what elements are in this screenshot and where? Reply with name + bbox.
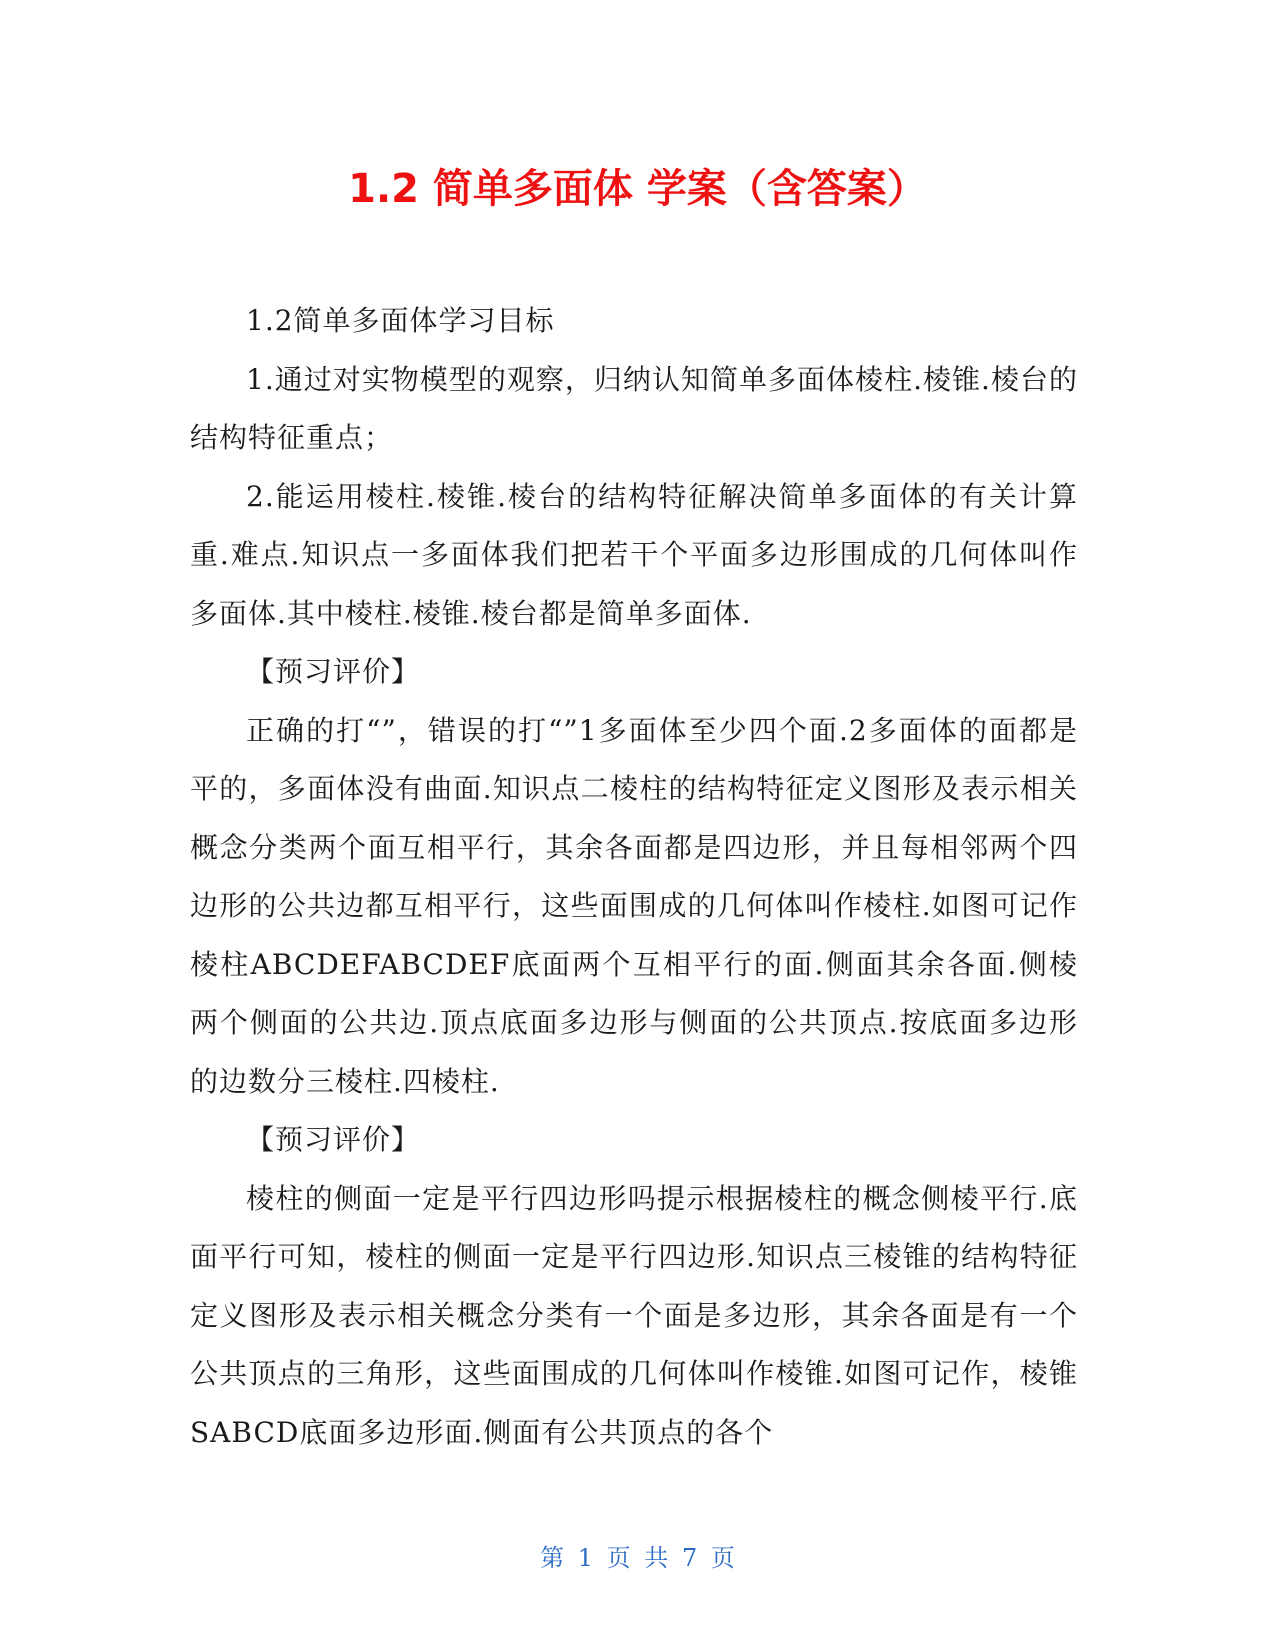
paragraph-preview-heading-2: 【预习评价】 (246, 1123, 421, 1156)
paragraph-objectives-heading: 1.2简单多面体学习目标 (246, 304, 555, 337)
document-body (190, 292, 1078, 1462)
page-number-footer: 第 1 页 共 7 页 (540, 1544, 735, 1572)
paragraph-prism-definition: 正确的打“”，错误的打“”1多面体至少四个面.2多面体的面都是平的，多面体没有曲面.知识点二棱柱的结构特征定义图形及表示相关概念分类两个面互相平行，其余各面都是四边形，并且每相邻两个四边形的公共边都互相平行，这些面围成的几何体叫作棱柱.如图可记作棱柱ABCDEFABCDEF底面两个互相平行的面.侧面其余各面.侧棱两个侧面的公共边.顶点底面多边形与侧面的公共顶点.按底面多边形的边数分三棱柱.四棱柱. (190, 713, 1078, 1098)
document-title: 1.2 简单多面体 学案（含答案） (348, 166, 927, 212)
paragraph-objective-1: 1.通过对实物模型的观察，归纳认知简单多面体棱柱.棱锥.棱台的结构特征重点； (190, 362, 1078, 454)
paragraph-preview-heading-1: 【预习评价】 (246, 655, 421, 688)
paragraph-pyramid-definition: 棱柱的侧面一定是平行四边形吗提示根据棱柱的概念侧棱平行.底面平行可知，棱柱的侧面一定是平行四边形.知识点三棱锥的结构特征定义图形及表示相关概念分类有一个面是多边形，其余各面是有一个公共顶点的三角形，这些面围成的几何体叫作棱锥.如图可记作，棱锥SABCD底面多边形面.侧面有公共顶点的各个 (190, 1181, 1078, 1449)
paragraph-objective-2: 2.能运用棱柱.棱锥.棱台的结构特征解决简单多面体的有关计算重.难点.知识点一多面体我们把若干个平面多边形围成的几何体叫作多面体.其中棱柱.棱锥.棱台都是简单多面体. (190, 479, 1078, 630)
